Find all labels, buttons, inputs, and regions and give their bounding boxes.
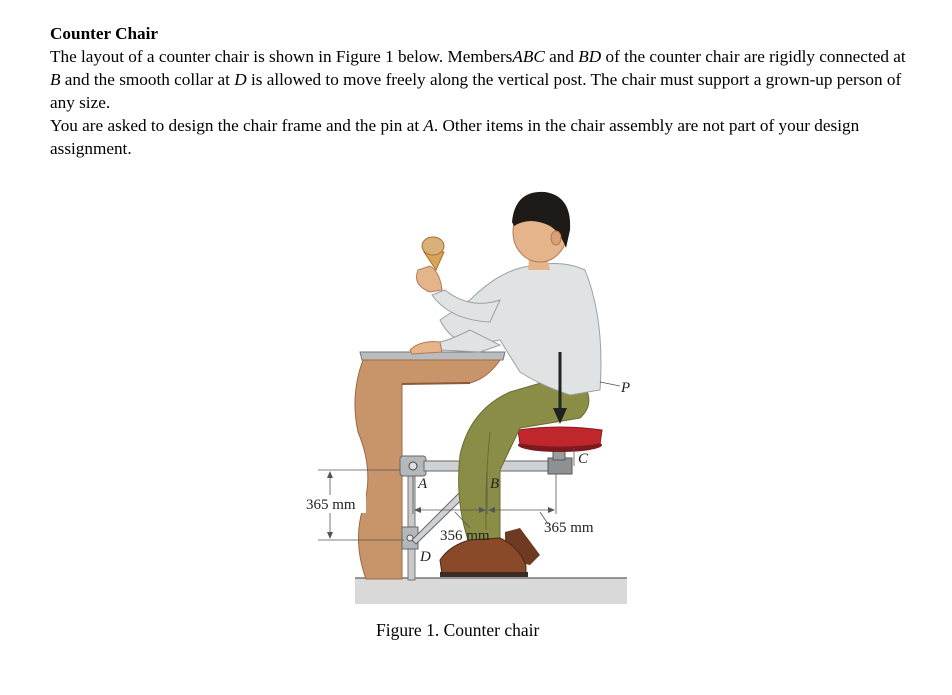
ice-cream-scoop: [422, 237, 444, 255]
counter-wood-edge: [402, 383, 470, 384]
vertical-post: [408, 470, 415, 580]
figure-caption: Figure 1. Counter chair: [376, 620, 540, 640]
p2-text-2: . Other items in the chair assembly are not part of your design assignment.: [50, 116, 860, 158]
dim-ab-label: 356 mm: [440, 528, 490, 544]
label-c: C: [578, 451, 589, 467]
hand-counter: [410, 342, 442, 354]
p1-text-5: is allowed to move freely along the vertical post. The chair must support a grown-up person of any size.: [50, 70, 902, 112]
dim-vert-arrow-bottom: [327, 532, 333, 539]
shoe-sole: [440, 572, 528, 577]
p1-text-1: The layout of a counter chair is shown in Figure 1 below. Members: [50, 47, 513, 66]
dim-bc-label: 365 mm: [544, 520, 594, 536]
p1-math-b: B: [50, 70, 61, 89]
p2-text-1: You are asked to design the chair frame and the pin at: [50, 116, 424, 135]
pin-a: [409, 462, 417, 470]
dim-vert-label: 365 mm: [306, 497, 356, 513]
p1-text-2: and: [544, 47, 579, 66]
dim-bc-arrow-right: [548, 507, 555, 513]
problem-title: Counter Chair: [50, 24, 159, 43]
p1-math-d: D: [234, 70, 247, 89]
p1-text-4: and the smooth collar at: [60, 70, 235, 89]
label-b: B: [490, 476, 500, 492]
label-a: A: [418, 476, 428, 492]
hand-raised: [417, 266, 443, 292]
seat-cushion: [518, 427, 602, 447]
label-p: P: [621, 380, 631, 396]
dim-vert-arrow-top: [327, 471, 333, 478]
counter-top: [360, 352, 505, 360]
ground: [355, 578, 627, 604]
p1-math-abc: ABC: [512, 47, 545, 66]
p1-text-3: of the counter chair are rigidly connected at: [601, 47, 906, 66]
p-leader: [600, 382, 620, 386]
pants: [459, 373, 589, 540]
ear: [551, 231, 561, 245]
label-d: D: [420, 549, 431, 565]
p2-math-a: A: [423, 116, 434, 135]
p1-math-bd: BD: [578, 47, 602, 66]
